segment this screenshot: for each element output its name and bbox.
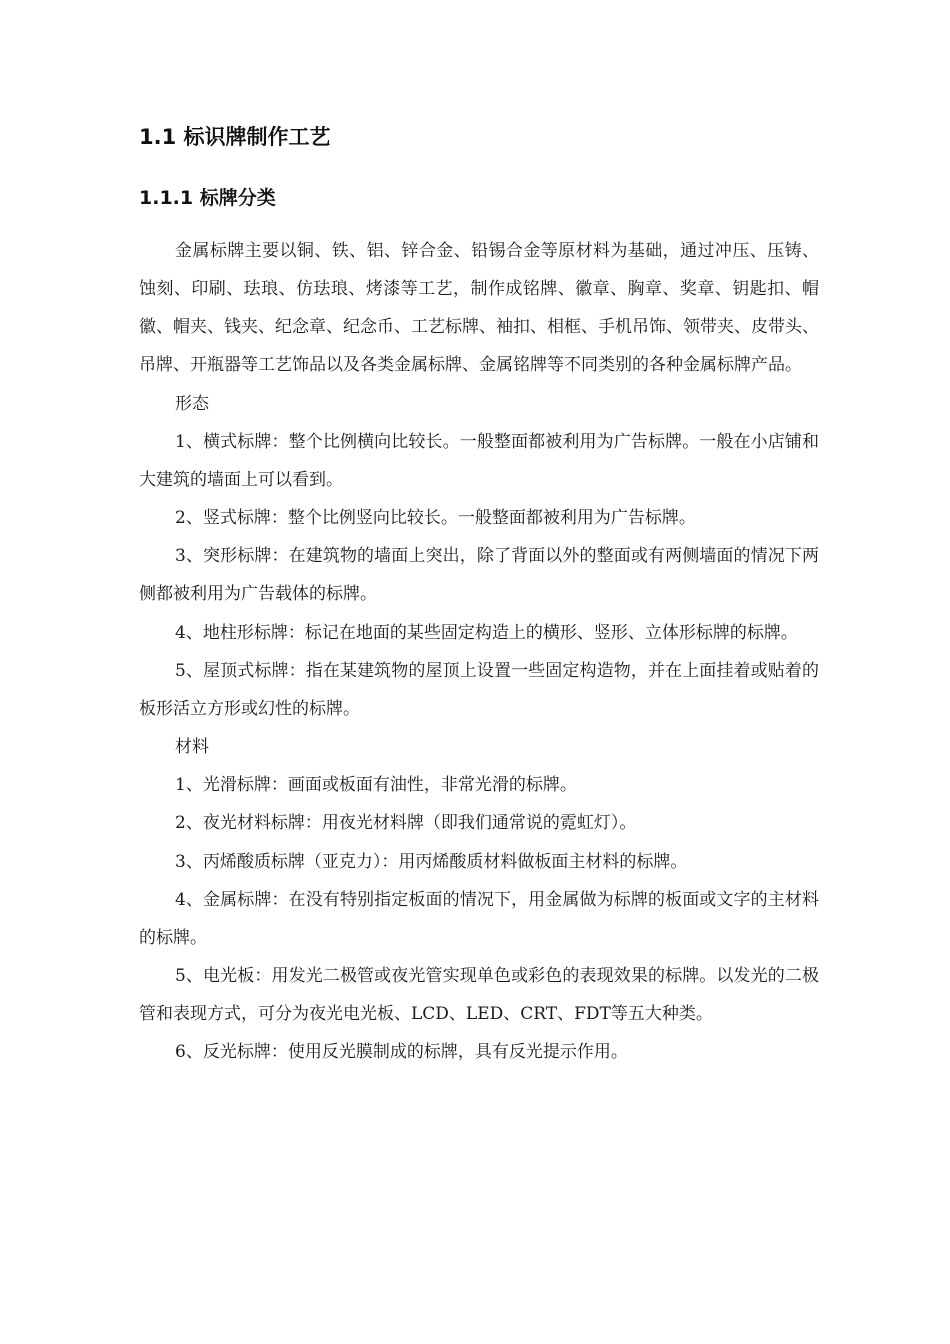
list-item: 2、竖式标牌：整个比例竖向比较长。一般整面都被利用为广告标牌。 xyxy=(175,508,696,529)
list-item: 3、丙烯酸质标牌（亚克力）：用丙烯酸质材料做板面主材料的标牌。 xyxy=(175,851,688,872)
intro-paragraph: 金属标牌主要以铜、铁、铝、锌合金、铅锡合金等原材料为基础，通过冲压、压铸、蚀刻、印刷、珐琅、仿珐琅、烤漆等工艺，制作成铭牌、徽章、胸章、奖章、钥匙扣、帽徽、帽夹、钱夹、纪念章、纪念币、工艺标牌、袖扣、相框、手机吊饰、领带夹、皮带头、吊牌、开瓶器等工艺饰品以及各类金属标牌、金属铭牌等不同类别的各种金属标牌产品。 xyxy=(139,241,819,376)
list-item: 6、反光标牌：使用反光膜制成的标牌，具有反光提示作用。 xyxy=(175,1042,628,1063)
list-item: 2、夜光材料标牌：用夜光材料牌（即我们通常说的霓虹灯）。 xyxy=(175,813,637,834)
list-item: 5、电光板：用发光二极管或夜光管实现单色或彩色的表现效果的标牌。以发光的二极管和表现方式，可分为夜光电光板、LCD、LED、CRT、FDT等五大种类。 xyxy=(139,965,819,1025)
subsection-heading: 1.1.1 标牌分类 xyxy=(139,187,276,209)
list-item: 3、突形标牌：在建筑物的墙面上突出，除了背面以外的整面或有两侧墙面的情况下两侧都被利用为广告载体的标牌。 xyxy=(139,546,819,605)
list-item: 1、光滑标牌：画面或板面有油性，非常光滑的标牌。 xyxy=(175,775,577,796)
list-item: 4、金属标牌：在没有特别指定板面的情况下，用金属做为标牌的板面或文字的主材料的标牌。 xyxy=(139,889,819,948)
list-item: 1、横式标牌：整个比例横向比较长。一般整面都被利用为广告标牌。一般在小店铺和大建筑的墙面上可以看到。 xyxy=(139,431,819,490)
body-text xyxy=(139,232,819,1071)
category-label-material: 材料 xyxy=(175,737,209,758)
list-item: 5、屋顶式标牌：指在某建筑物的屋顶上设置一些固定构造物，并在上面挂着或贴着的板形活立方形或幻性的标牌。 xyxy=(139,660,819,719)
section-heading: 1.1 标识牌制作工艺 xyxy=(139,125,331,149)
list-item: 4、地柱形标牌：标记在地面的某些固定构造上的横形、竖形、立体形标牌的标牌。 xyxy=(175,622,798,643)
category-label-form: 形态 xyxy=(175,393,209,414)
